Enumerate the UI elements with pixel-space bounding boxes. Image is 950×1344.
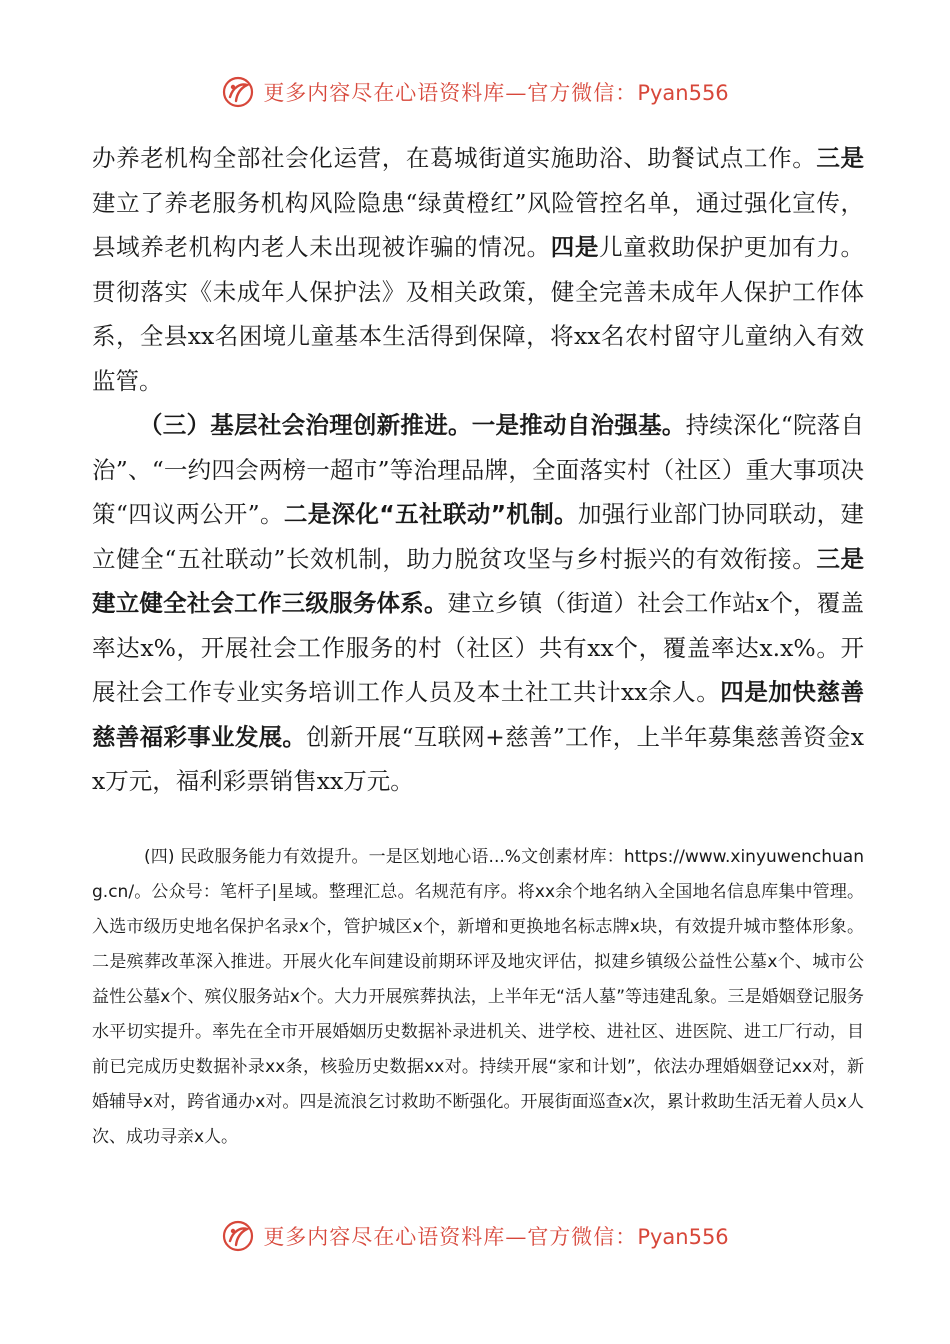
logo-icon — [221, 1219, 255, 1253]
paragraph-grassroots-governance: （三）基层社会治理创新推进。一是推动自治强基。持续深化“院落自治”、“一约四会两榜一超市”等治理品牌，全面落实村（社区）重大事项决策“四议两公开”。二是深化“五社联动”机制。加强行业部门协同联动，建立健全“五社联动”长效机制，助力脱贫攻坚与乡村振兴的有效衔接。三是建立健全社会工作三级服务体系。建立乡镇（街道）社会工作站x个，覆盖率达x%，开展社会工作服务的村（社区）共有xx个，覆盖率达x.x%。开展社会工作专业实务培训工作人员及本土社工共计xx余人。四是加快慈善慈善福彩事业发展。创新开展“互联网+慈善”工作，上半年募集慈善资金xx万元，福利彩票销售xx万元。 — [92, 411, 865, 795]
document-body-small — [92, 840, 864, 1155]
paragraph-elderly-child: 办养老机构全部社会化运营，在葛城街道实施助浴、助餐试点工作。三是建立了养老服务机构风险隐患“绿黄橙红”风险管控名单，通过强化宣传，县域养老机构内老人未出现被诈骗的情况。四是儿童救助保护更加有力。贯彻落实《未成年人保护法》及相关政策，健全完善未成年人保护工作体系，全县xx名困境儿童基本生活得到保障，将xx名农村留守儿童纳入有效监管。 — [92, 144, 865, 395]
header-watermark — [0, 70, 950, 114]
logo-icon — [221, 75, 255, 109]
watermark-text: 更多内容尽在心语资料库—官方微信：Pyan556 — [263, 1225, 729, 1249]
watermark-text: 更多内容尽在心语资料库—官方微信：Pyan556 — [263, 81, 729, 105]
paragraph-civil-services: (四) 民政服务能力有效提升。一是区划地心语...%文创素材库：https://www.xinyuwenchuang.cn/。公众号：笔杆子|星域。整理汇总。名规范有序。将xx余个地名纳入全国地名信息库集中管理。入选市级历史地名保护名录x个，管护城区x个，新增和更换地名标志牌x块，有效提升城市整体形象。二是殡葬改革深入推进。开展火化车间建设前期环评及地灾评估，拟建乡镇级公益性公墓x个、城市公益性公墓x个、殡仪服务站x个。大力开展殡葬执法，上半年无“活人墓”等违建乱象。三是婚姻登记服务水平切实提升。率先在全市开展婚姻历史数据补录进机关、进学校、进社区、进医院、进工厂行动，目前已完成历史数据补录xx条，核验历史数据xx对。持续开展“家和计划”，依法办理婚姻登记xx对，新婚辅导x对，跨省通办x对。四是流浪乞讨救助不断强化。开展街面巡查x次，累计救助生活无着人员x人次、成功寻亲x人。 — [92, 847, 864, 1147]
document-body — [92, 136, 864, 804]
footer-watermark — [0, 1214, 950, 1258]
